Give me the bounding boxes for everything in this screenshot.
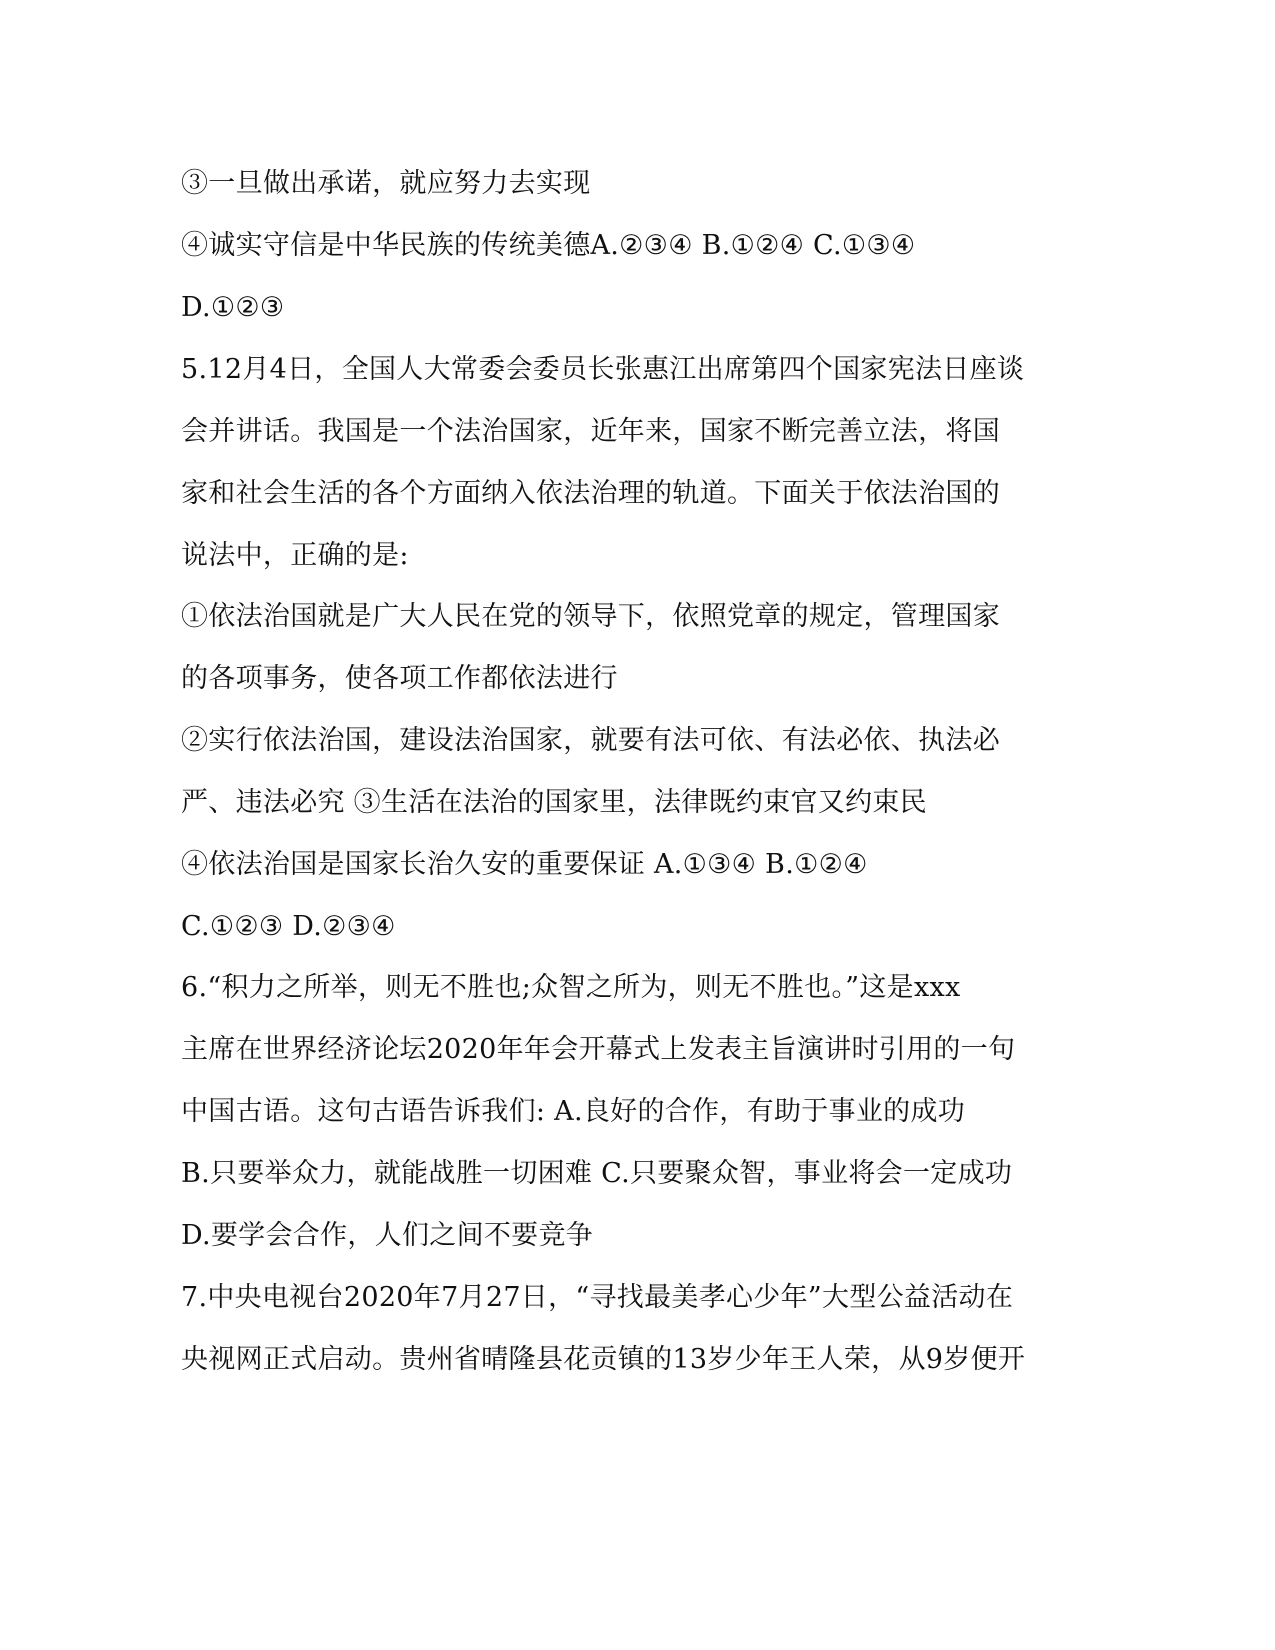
- text-line: ④依法治国是国家长治久安的重要保证 A.①③④ B.①②④: [181, 849, 868, 880]
- text-line: B.只要举众力，就能战胜一切困难 C.只要聚众智，事业将会一定成功: [181, 1158, 1013, 1189]
- text-line: ①依法治国就是广大人民在党的领导下，依照党章的规定，管理国家: [181, 601, 1000, 632]
- text-line: ③一旦做出承诺，就应努力去实现: [181, 168, 591, 199]
- text-line: 5.12月4日，全国人大常委会委员长张惠江出席第四个国家宪法日座谈: [181, 354, 1025, 385]
- text-line: 严、违法必究 ③生活在法治的国家里，法律既约束官又约束民: [181, 787, 927, 818]
- text-line: C.①②③ D.②③④: [181, 911, 396, 942]
- text-line: 家和社会生活的各个方面纳入依法治理的轨道。下面关于依法治国的: [181, 478, 1000, 509]
- text-line: D.要学会合作，人们之间不要竞争: [181, 1220, 594, 1251]
- text-line: 6.“积力之所举，则无不胜也;众智之所为，则无不胜也。”这是xxx: [181, 972, 961, 1003]
- text-line: D.①②③: [181, 292, 285, 323]
- text-line: 说法中，正确的是:: [181, 540, 409, 571]
- text-line: 的各项事务，使各项工作都依法进行: [181, 663, 618, 694]
- text-line: ②实行依法治国，建设法治国家，就要有法可依、有法必依、执法必: [181, 725, 1000, 756]
- text-line: 中国古语。这句古语告诉我们: A.良好的合作，有助于事业的成功: [181, 1096, 966, 1127]
- text-line: 主席在世界经济论坛2020年年会开幕式上发表主旨演讲时引用的一句: [181, 1034, 1016, 1065]
- text-line: 7.中央电视台2020年7月27日，“寻找最美孝心少年”大型公益活动在: [181, 1282, 1014, 1313]
- text-line: ④诚实守信是中华民族的传统美德A.②③④ B.①②④ C.①③④: [181, 230, 916, 261]
- text-line: 会并讲话。我国是一个法治国家，近年来，国家不断完善立法，将国: [181, 416, 1000, 447]
- text-line: 央视网正式启动。贵州省晴隆县花贡镇的13岁少年王人荣，从9岁便开: [181, 1344, 1026, 1375]
